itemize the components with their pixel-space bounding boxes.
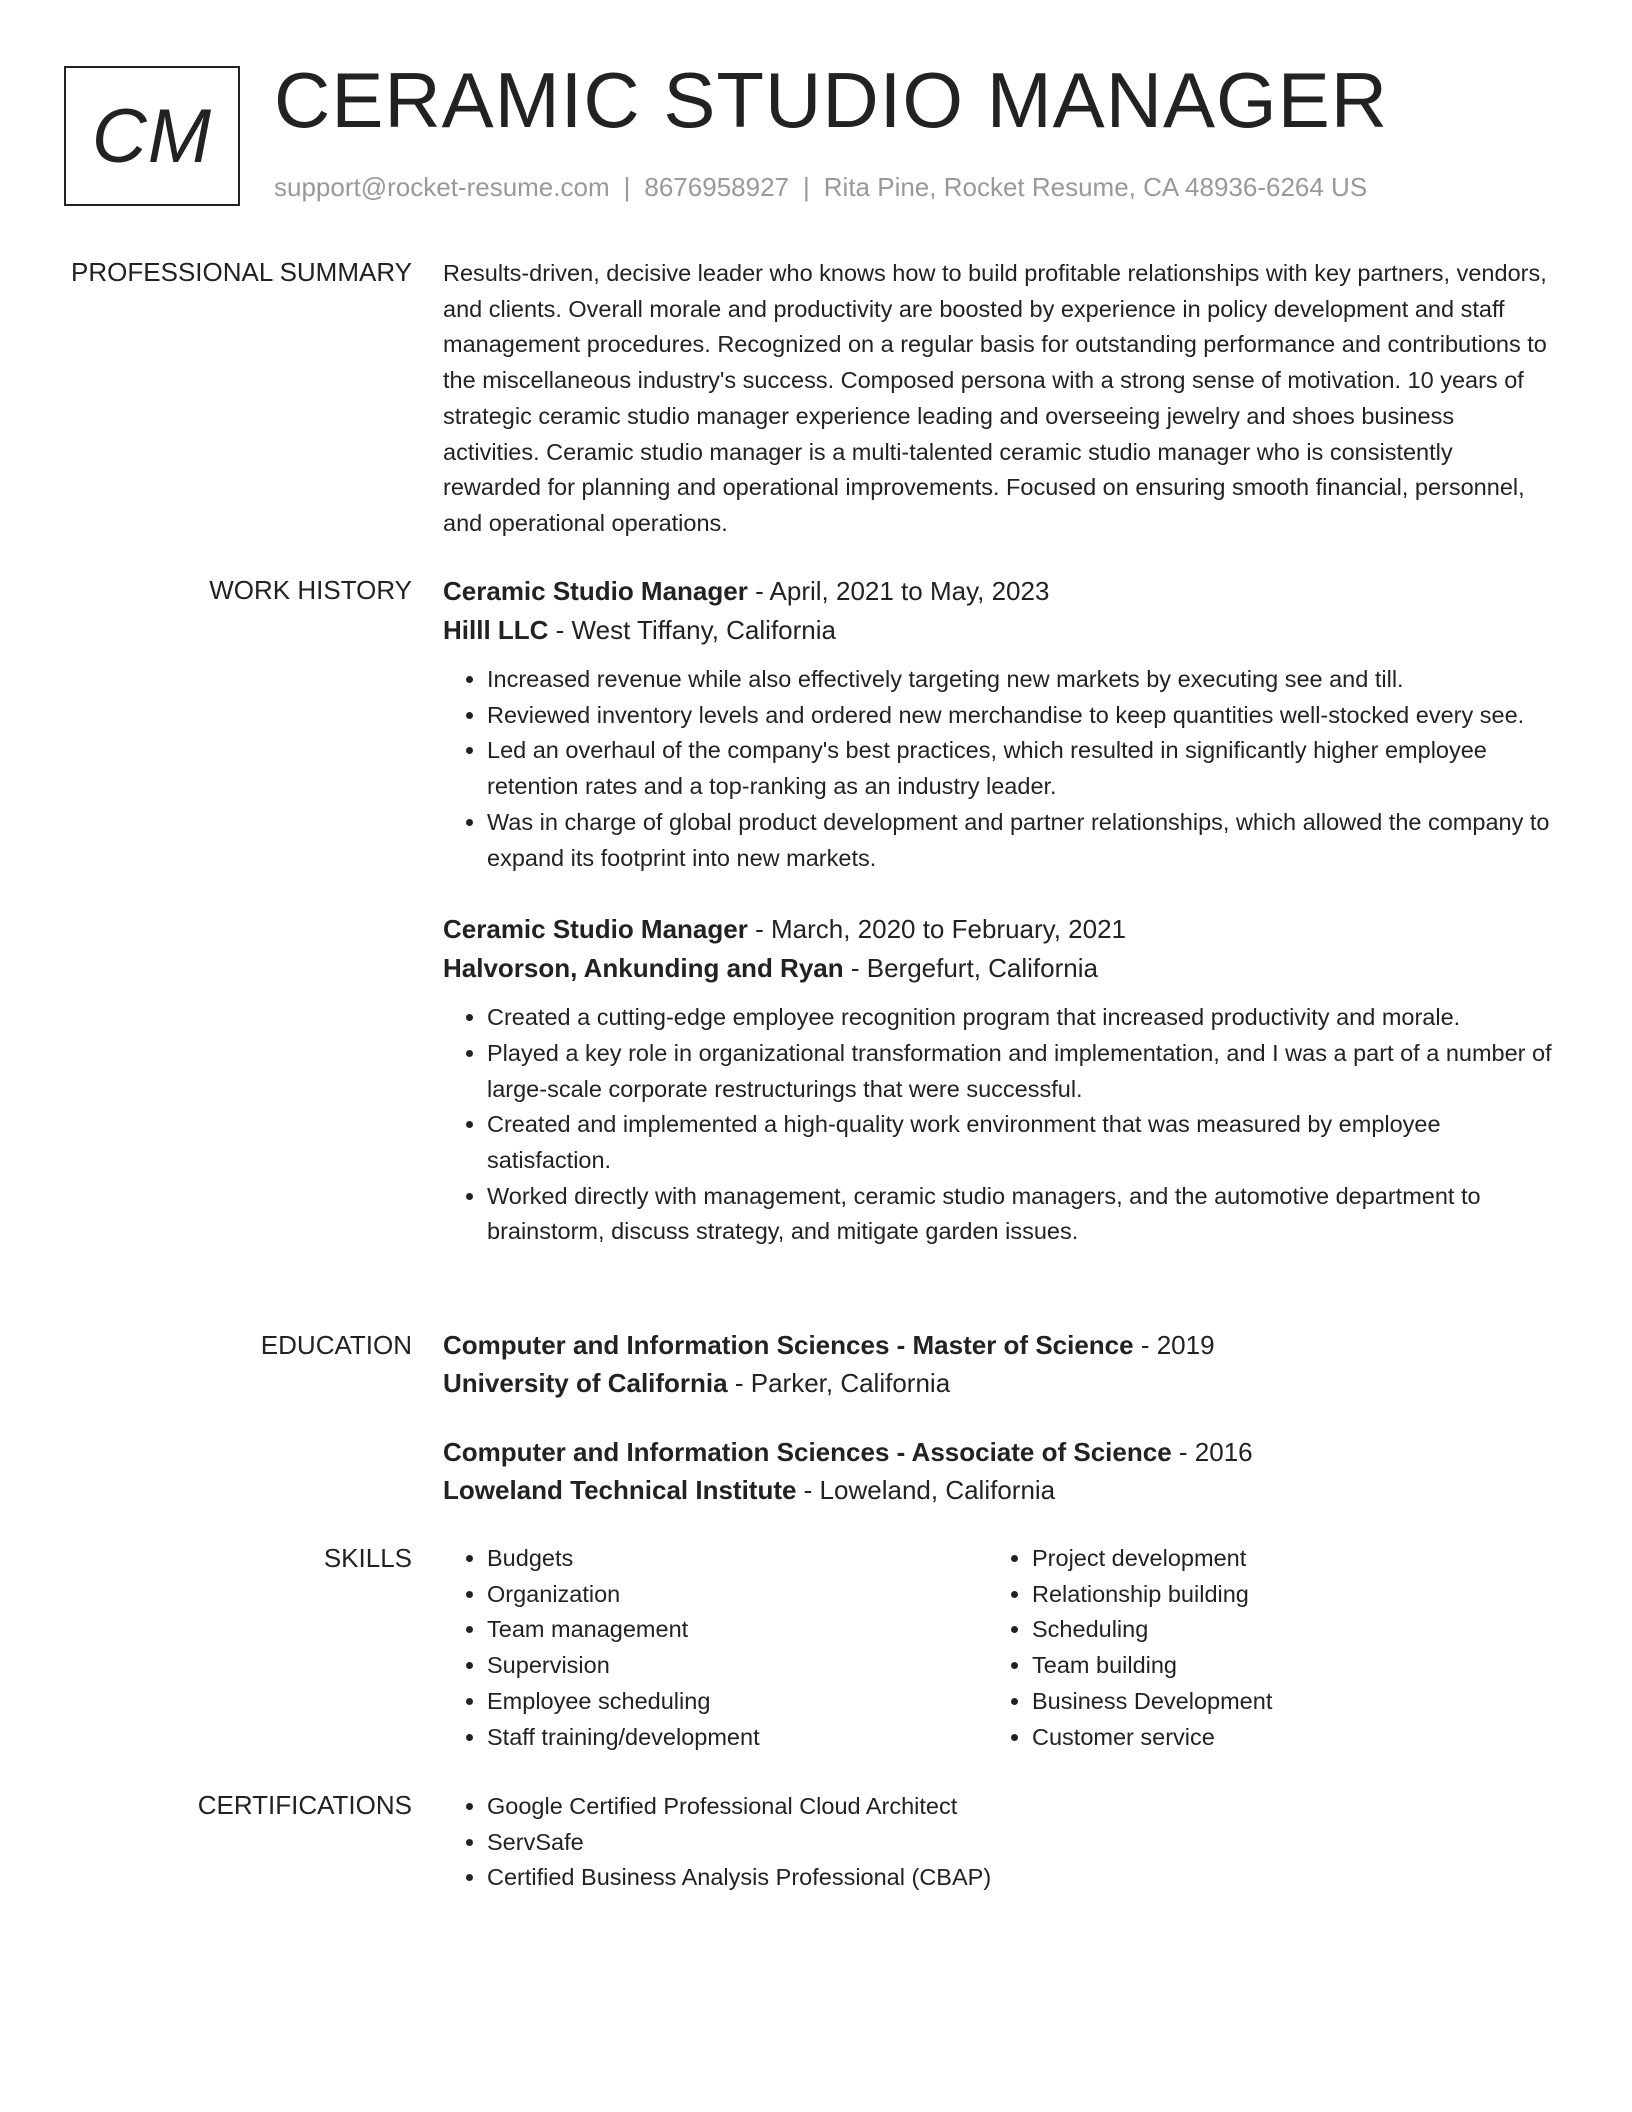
section-label-education: EDUCATION xyxy=(260,1330,412,1360)
contact-email[interactable]: support@rocket-resume.com xyxy=(274,172,610,202)
job-dates: - March, 2020 to February, 2021 xyxy=(747,914,1127,945)
education-school: University of California xyxy=(443,1367,728,1398)
job-bullet: • Was in charge of global product development and partner relationships, which allowed the company to expand its footprint into new markets. xyxy=(487,805,1553,876)
education-entry xyxy=(443,1434,1553,1509)
resume-title: CERAMIC STUDIO MANAGER xyxy=(274,56,1389,144)
work-section xyxy=(443,572,1553,1284)
monogram-logo xyxy=(64,66,240,206)
certifications-section xyxy=(443,1789,1553,1896)
skills-list-right xyxy=(988,1541,1533,1755)
monogram-text: CM xyxy=(91,93,213,179)
section-label-skills: SKILLS xyxy=(323,1543,412,1573)
job-bullet: • Created and implemented a high-quality work environment that was measured by employee satisfaction. xyxy=(487,1107,1553,1178)
job-entry xyxy=(443,572,1553,876)
job-title-line xyxy=(443,572,1553,611)
job-title: Ceramic Studio Manager xyxy=(443,576,748,606)
education-school: Loweland Technical Institute xyxy=(443,1474,797,1505)
job-entry xyxy=(443,910,1553,1250)
job-company: Halvorson, Ankunding and Ryan xyxy=(443,953,844,984)
contact-separator: | xyxy=(803,172,810,202)
skill-item: • Team management xyxy=(487,1612,988,1648)
education-school-line xyxy=(443,1472,1553,1510)
skill-item: • Staff training/development xyxy=(487,1720,988,1756)
skills-section xyxy=(443,1541,1553,1755)
contact-separator: | xyxy=(623,172,631,202)
section-label-summary: PROFESSIONAL SUMMARY xyxy=(71,257,412,287)
job-company-line xyxy=(443,949,1553,988)
skill-item: • Customer service xyxy=(1032,1720,1533,1756)
education-degree: Computer and Information Sciences - Associate of Science xyxy=(443,1437,1172,1467)
section-label-certifications: CERTIFICATIONS xyxy=(197,1790,412,1820)
skill-item: • Budgets xyxy=(487,1541,988,1577)
skill-item: • Employee scheduling xyxy=(487,1684,988,1720)
certifications-list xyxy=(443,1789,1553,1896)
job-title-line xyxy=(443,910,1553,949)
job-bullet: • Increased revenue while also effectively targeting new markets by executing see and till. xyxy=(487,662,1553,698)
education-school-line xyxy=(443,1365,1553,1403)
education-degree-line xyxy=(443,1434,1553,1472)
education-section xyxy=(443,1327,1553,1541)
skill-item: • Supervision xyxy=(487,1648,988,1684)
summary-section xyxy=(443,256,1553,542)
job-bullets xyxy=(443,1000,1553,1250)
contact-phone[interactable]: 8676958927 xyxy=(644,172,789,202)
skill-item: • Project development xyxy=(1032,1541,1533,1577)
job-bullet: • Led an overhaul of the company's best practices, which resulted in significantly higher employee retention rates and a top-ranking as an industry leader. xyxy=(487,733,1553,804)
skill-item: • Team building xyxy=(1032,1648,1533,1684)
section-label-work: WORK HISTORY xyxy=(209,575,412,605)
certification-item: • Google Certified Professional Cloud Architect xyxy=(487,1789,1553,1825)
job-title: Ceramic Studio Manager xyxy=(443,914,748,945)
education-year: - 2019 xyxy=(1133,1330,1215,1360)
education-year: - 2016 xyxy=(1171,1437,1253,1467)
education-location: - Loweland, California xyxy=(796,1474,1056,1505)
skill-item: • Relationship building xyxy=(1032,1577,1533,1613)
education-degree-line xyxy=(443,1327,1553,1365)
education-entry xyxy=(443,1327,1553,1402)
skills-columns xyxy=(443,1541,1553,1755)
skills-list-left xyxy=(443,1541,988,1755)
job-location: - West Tiffany, California xyxy=(548,615,836,645)
job-bullets xyxy=(443,662,1553,876)
skill-item: • Scheduling xyxy=(1032,1612,1533,1648)
job-bullet: • Played a key role in organizational transformation and implementation, and I was a part of a number of large-scale corporate restructurings that were successful. xyxy=(487,1036,1553,1107)
contact-address: Rita Pine, Rocket Resume, CA 48936-6264 US xyxy=(823,172,1368,202)
job-bullet: • Worked directly with management, ceramic studio managers, and the automotive department to brainstorm, discuss strategy, and mitigate garden issues. xyxy=(487,1179,1553,1250)
certification-item: • ServSafe xyxy=(487,1825,1553,1861)
skill-item: • Organization xyxy=(487,1577,988,1613)
job-bullet: • Reviewed inventory levels and ordered new merchandise to keep quantities well-stocked every see. xyxy=(487,698,1553,734)
contact-line xyxy=(274,172,1367,203)
job-bullet: • Created a cutting-edge employee recognition program that increased productivity and morale. xyxy=(487,1000,1553,1036)
skill-item: • Business Development xyxy=(1032,1684,1533,1720)
education-degree: Computer and Information Sciences - Master of Science xyxy=(443,1330,1134,1360)
job-dates: - April, 2021 to May, 2023 xyxy=(747,576,1050,606)
certification-item: • Certified Business Analysis Professional (CBAP) xyxy=(487,1860,1553,1896)
job-location: - Bergefurt, California xyxy=(843,953,1098,984)
job-company-line xyxy=(443,611,1553,650)
education-location: - Parker, California xyxy=(727,1367,951,1398)
summary-text: Results-driven, decisive leader who knows how to build profitable relationships with key partners, vendors, and clients. Overall morale and productivity are boosted by experience in policy development and staff management procedures. Recognized on a regular basis for outstanding performance and contributions to the miscellaneous industry's success. Composed persona with a strong sense of motivation. 10 years of strategic ceramic studio manager experience leading and overseeing jewelry and shoes business activities. Ceramic studio manager is a multi-talented ceramic studio manager who is consistently rewarded for planning and operational improvements. Focused on ensuring smooth financial, personnel, and operational operations. xyxy=(443,260,1547,536)
job-company: Hilll LLC xyxy=(443,615,549,645)
